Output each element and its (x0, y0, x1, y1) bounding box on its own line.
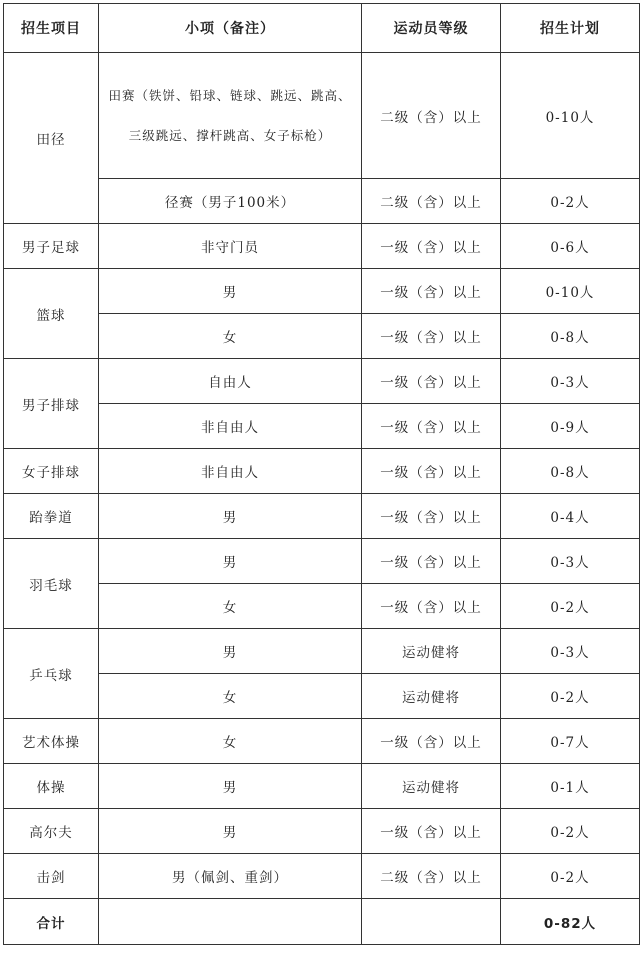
header-level: 运动员等级 (362, 4, 501, 53)
level-cell: 一级（含）以上 (362, 359, 501, 404)
event-cell: 男（佩剑、重剑） (99, 854, 362, 899)
event-cell: 男 (99, 764, 362, 809)
plan-cell: 0-2人 (501, 674, 640, 719)
plan-cell: 0-7人 (501, 719, 640, 764)
total-label: 合计 (4, 899, 99, 945)
sport-cell: 击剑 (4, 854, 99, 899)
table-row (4, 539, 640, 584)
table-row (4, 854, 640, 899)
table-row (4, 404, 640, 449)
plan-cell: 0-4人 (501, 494, 640, 539)
plan-cell: 0-2人 (501, 809, 640, 854)
plan-cell: 0-1人 (501, 764, 640, 809)
header-sport: 招生项目 (4, 4, 99, 53)
level-cell: 一级（含）以上 (362, 809, 501, 854)
table-row (4, 449, 640, 494)
sport-cell: 羽毛球 (4, 539, 99, 629)
table-row (4, 584, 640, 629)
header-plan: 招生计划 (501, 4, 640, 53)
plan-cell: 0-6人 (501, 224, 640, 269)
level-cell: 一级（含）以上 (362, 404, 501, 449)
level-cell: 一级（含）以上 (362, 539, 501, 584)
level-cell: 运动健将 (362, 629, 501, 674)
plan-cell: 0-10人 (501, 53, 640, 179)
sport-cell: 艺术体操 (4, 719, 99, 764)
level-cell: 二级（含）以上 (362, 854, 501, 899)
event-cell: 田赛（铁饼、铅球、链球、跳远、跳高、三级跳远、撑杆跳高、女子标枪） (99, 53, 362, 179)
header-event: 小项（备注） (99, 4, 362, 53)
event-cell: 男 (99, 539, 362, 584)
table-row (4, 764, 640, 809)
table-row (4, 359, 640, 404)
table-row (4, 629, 640, 674)
plan-cell: 0-2人 (501, 179, 640, 224)
table-row (4, 809, 640, 854)
table-row (4, 224, 640, 269)
event-cell: 男 (99, 629, 362, 674)
plan-cell: 0-3人 (501, 359, 640, 404)
level-cell: 一级（含）以上 (362, 314, 501, 359)
table-row (4, 269, 640, 314)
level-cell: 一级（含）以上 (362, 449, 501, 494)
sport-cell: 田径 (4, 53, 99, 224)
table-row (4, 179, 640, 224)
enrollment-plan-table (3, 3, 640, 945)
event-cell: 非自由人 (99, 449, 362, 494)
plan-cell: 0-8人 (501, 449, 640, 494)
total-event-empty (99, 899, 362, 945)
event-cell: 非守门员 (99, 224, 362, 269)
event-cell: 非自由人 (99, 404, 362, 449)
event-cell: 男 (99, 494, 362, 539)
total-plan: 0-82人 (501, 899, 640, 945)
sport-cell: 体操 (4, 764, 99, 809)
sport-cell: 乒乓球 (4, 629, 99, 719)
sport-cell: 篮球 (4, 269, 99, 359)
table-row (4, 674, 640, 719)
event-cell: 男 (99, 809, 362, 854)
plan-cell: 0-3人 (501, 539, 640, 584)
table-row (4, 719, 640, 764)
level-cell: 一级（含）以上 (362, 494, 501, 539)
table-row (4, 494, 640, 539)
event-cell: 女 (99, 584, 362, 629)
plan-cell: 0-10人 (501, 269, 640, 314)
plan-cell: 0-8人 (501, 314, 640, 359)
level-cell: 运动健将 (362, 764, 501, 809)
table-row (4, 53, 640, 179)
sport-cell: 高尔夫 (4, 809, 99, 854)
table-row (4, 314, 640, 359)
level-cell: 一级（含）以上 (362, 584, 501, 629)
plan-cell: 0-2人 (501, 854, 640, 899)
level-cell: 一级（含）以上 (362, 269, 501, 314)
event-cell: 女 (99, 314, 362, 359)
event-cell: 女 (99, 674, 362, 719)
plan-cell: 0-9人 (501, 404, 640, 449)
plan-cell: 0-2人 (501, 584, 640, 629)
header-row (4, 4, 640, 53)
level-cell: 一级（含）以上 (362, 719, 501, 764)
event-cell: 径赛（男子100米） (99, 179, 362, 224)
event-cell: 男 (99, 269, 362, 314)
plan-cell: 0-3人 (501, 629, 640, 674)
level-cell: 一级（含）以上 (362, 224, 501, 269)
sport-cell: 男子足球 (4, 224, 99, 269)
level-cell: 二级（含）以上 (362, 179, 501, 224)
sport-cell: 男子排球 (4, 359, 99, 449)
event-cell: 自由人 (99, 359, 362, 404)
level-cell: 二级（含）以上 (362, 53, 501, 179)
total-row (4, 899, 640, 945)
level-cell: 运动健将 (362, 674, 501, 719)
total-level-empty (362, 899, 501, 945)
event-cell: 女 (99, 719, 362, 764)
sport-cell: 女子排球 (4, 449, 99, 494)
sport-cell: 跆拳道 (4, 494, 99, 539)
